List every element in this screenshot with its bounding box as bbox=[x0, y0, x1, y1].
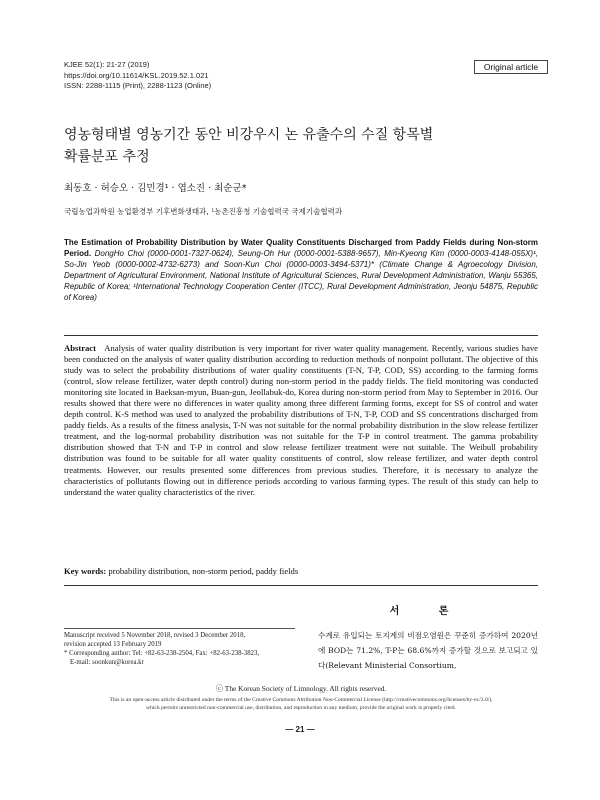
license bbox=[64, 696, 538, 712]
abstract-text: Analysis of water quality distribution is very important for river water quality management. Recently, various studies have been conducted on the analysis of water quality distribution according to reduction methods of nonpoint pollutant. The objective of this study was to select the probability distributions of water quality constituents (T-N, T-P, COD, SS) according to the farming forms (control, slow release fertilizer, water depth control) during non-storm period in the paddy fields. The field monitoring was conducted monitoring site located in Baeksan-myun, Buan-gun, Jeollabuk-do, Korea during non-storm period from May to September in 2016. Our results showed that there were no differences in water quality among three different farming forms, except for SS of control and water depth control. K-S method was used to analyzed the probability distributions of T-N, T-P, COD and SS concentrations discharged from paddy fields. As a results of the fitness analysis, T-N was not suitable for the normal probability distribution in the slow release fertilizer treatment, and the log-normal probability distribution was not suitable for the T-P in control treatment. The gamma probability distribution showed that T-N and T-P in control and slow release fertilizer treatment were not suitable. The Weibull probability distribution was found to be suitable for all water quality constituents of control, slow release fertilizer, and water depth control treatments. However, our results presented some differences from previous studies. Therefore, it is necessary to analyze the characteristics of pollutants flowing out in difference periods according to various farming types. The result of this study can help to understand the water quality characteristics of the river. bbox=[64, 343, 538, 497]
title-korean-line-2: 확률분포 추정 bbox=[64, 149, 150, 165]
footnote-corresponding: * Corresponding author: Tel: +82-63-238-2504, Fax: +82-63-238-3823, bbox=[64, 649, 260, 657]
journal-citation: KJEE 52(1): 21-27 (2019) bbox=[64, 60, 150, 69]
title-korean-line-1: 영농형태별 영농기간 동안 비강우시 논 유출수의 수질 항목별 bbox=[64, 127, 434, 143]
abstract-label: Abstract bbox=[64, 343, 96, 353]
license-line-1: This is an open-access article distributed under the terms of the Creative Commons Attribution Non-Commercial License (http://creativecommons.org/licenses/by-nc/3.0/), bbox=[109, 697, 493, 703]
article-type-badge: Original article bbox=[474, 60, 548, 74]
license-line-2: which permits unrestricted non-commercial use, distribution, and reproduction in any medium, provide the original work is properly cited. bbox=[146, 705, 456, 711]
footnote-rule bbox=[64, 628, 295, 629]
authors-korean: 최동호 · 허승오 · 김민경¹ · 엽소진 · 최순군* bbox=[64, 183, 247, 194]
keywords-text: probability distribution, non-storm period, paddy fields bbox=[108, 566, 299, 576]
keywords bbox=[64, 566, 538, 577]
authors-affiliation-english: DongHo Choi (0000-0001-7327-0624), Seung-Oh Hur (0000-0001-5388-9657), Min-Kyeong Kim (0000-0003-4148-055X)¹, So-Jin Yeob (0000-0002-4732-6273) and Soon-Kun Choi (0000-0003-3494-5371)* (Climate Change & Agroecology Division, Department of Agricultural Environment, National Institute of Agricultural Sciences, Rural Development Administration, Wanju 55365, Republic of Korea; ¹International Technology Cooperation Center (ITCC), Rural Development Administration, Jeonju 54875, Republic of Korea) bbox=[64, 249, 538, 302]
title-english: The Estimation of Probability Distribution by Water Quality Constituents Discharged from Paddy Fields during Non-storm Period. bbox=[64, 238, 538, 258]
journal-doi[interactable]: https://doi.org/10.11614/KSL.2019.52.1.021 bbox=[64, 70, 209, 80]
copyright: ⓒ The Korean Society of Limnology. All rights reserved. bbox=[215, 684, 387, 693]
page-number: — 21 — bbox=[285, 725, 315, 734]
abstract-bottom-rule bbox=[64, 585, 538, 586]
keywords-label: Key words: bbox=[64, 566, 107, 576]
journal-issn: ISSN: 2288-1115 (Print), 2288-1123 (Online) bbox=[64, 81, 212, 90]
footnote-email: E-mail: soonkun@korea.kr bbox=[70, 658, 144, 666]
footnote-received: Manuscript received 5 November 2018, revised 3 December 2018, bbox=[64, 632, 246, 639]
english-header bbox=[64, 237, 538, 303]
affiliation-korean: 국립농업과학원 농업환경부 기후변화생태과, ¹농촌진흥청 기술협력국 국제기술협력과 bbox=[64, 207, 343, 216]
introduction-text: 수계로 유입되는 토지계의 비점오염원은 꾸준히 증가하여 2020년에 BOD는 71.2%, T-P는 68.6%까지 증가할 것으로 보고되고 있다(Relevant Ministerial Consortium, bbox=[318, 631, 538, 670]
footnotes bbox=[64, 632, 300, 668]
section-title-introduction: 서 론 bbox=[389, 606, 467, 617]
abstract-top-rule bbox=[64, 335, 538, 336]
abstract bbox=[64, 343, 538, 498]
title-korean bbox=[64, 124, 544, 168]
footnote-accepted: revision accepted 13 February 2019 bbox=[64, 640, 162, 648]
journal-meta bbox=[64, 60, 364, 92]
